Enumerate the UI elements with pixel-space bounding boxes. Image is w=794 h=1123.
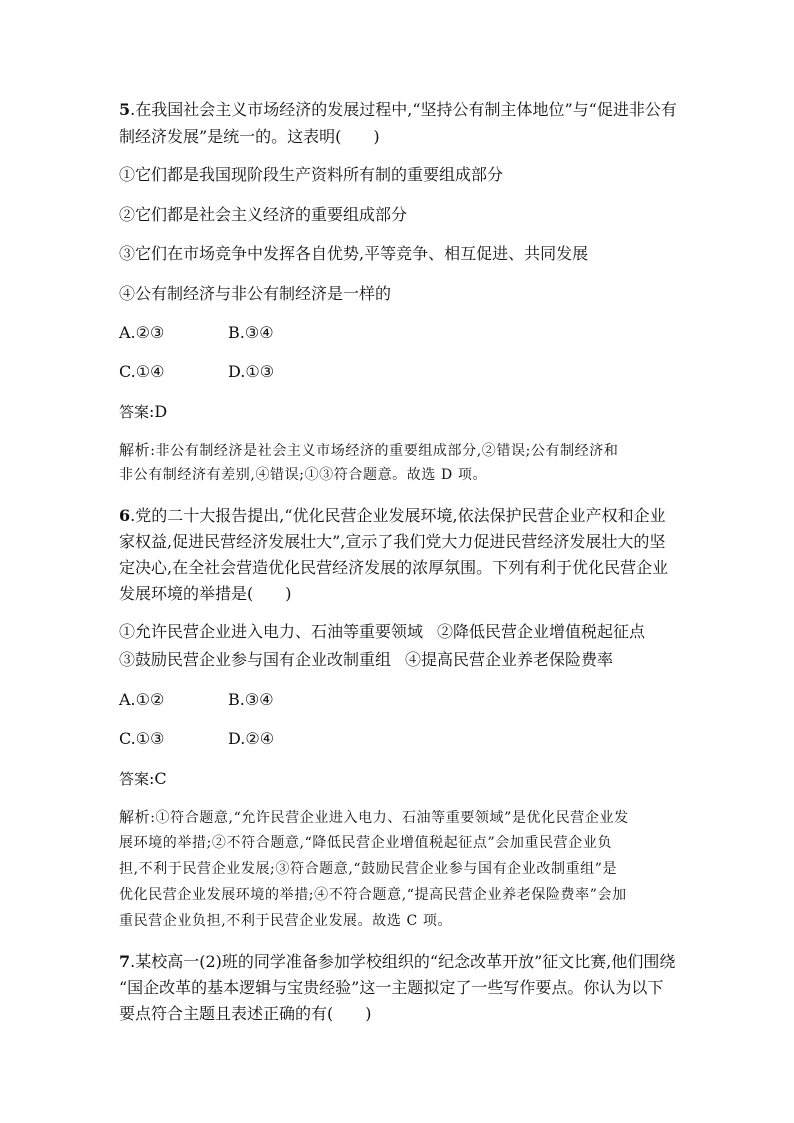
q6-option-c: C.①③ xyxy=(119,729,165,748)
q7-stem-line-3: 要点符合主题且表述正确的有( ) xyxy=(119,1004,372,1023)
q5-answer-label: 答案 xyxy=(119,403,150,421)
q7-number: 7 xyxy=(119,952,131,971)
q6-explanation-line-4: 优化民营企业发展环境的举措;④不符合题意,“提高民营企业养老保险费率”会加 xyxy=(119,887,627,903)
q6-items-row-2 xyxy=(119,649,613,671)
q5-explanation-line-1: 解析:非公有制经济是社会主义市场经济的重要组成部分,②错误;公有制经济和 xyxy=(119,441,619,459)
q6-explanation-line-3: 担,不利于民营企业发展;③符合题意,“鼓励民营企业参与国有企业改制重组”是 xyxy=(119,861,618,877)
q6-stem-line-1: 6.党的二十大报告提出,“优化民营企业发展环境,依法保护民营企业产权和企业 xyxy=(119,506,666,525)
q5-stem-line-2: 制经济发展”是统一的。这表明( ) xyxy=(119,127,380,146)
q6-stem-line-3: 定决心,在全社会营造优化民营经济发展的浓厚氛围。下列有利于优化民营企业 xyxy=(119,558,669,577)
q6-items-row-1 xyxy=(119,621,645,643)
q6-stem-line-2: 家权益,促进民营经济发展壮大”,宣示了我们党大力促进民营经济发展壮大的坚 xyxy=(119,532,666,551)
q5-option-b: B.③④ xyxy=(228,323,274,342)
q5-item-3: ③它们在市场竞争中发挥各自优势,平等竞争、相互促进、共同发展 xyxy=(119,244,589,263)
q5-explanation-label: 解析 xyxy=(119,441,151,459)
q6-item-3: ③鼓励民营企业参与国有企业改制重组 xyxy=(119,650,392,669)
q7-stem-line-2: “国企改革的基本逻辑与宝贵经验”这一主题拟定了一些写作要点。你认为以下 xyxy=(119,978,664,997)
q5-answer xyxy=(119,401,167,423)
q5-answer-value: :D xyxy=(149,402,168,421)
q6-explanation-line-2: 展环境的举措;②不符合题意,“降低民营企业增值税起征点”会加重民营企业负 xyxy=(119,835,613,851)
q5-options-row-1 xyxy=(119,322,274,344)
q5-stem-line-1: 5.在我国社会主义市场经济的发展过程中,“坚持公有制主体地位”与“促进非公有 xyxy=(119,100,677,119)
q5-option-c: C.①④ xyxy=(119,362,165,381)
q6-explanation-line-1: 解析:①符合题意,“允许民营企业进入电力、石油等重要领域”是优化民营企业发 xyxy=(119,808,629,826)
q5-explanation-line-2: 非公有制经济有差别,④错误;①③符合题意。故选 D 项。 xyxy=(119,467,488,483)
q5-option-a: A.②③ xyxy=(119,323,165,342)
q6-answer xyxy=(119,768,167,790)
q6-item-2: ②降低民营企业增值税起征点 xyxy=(437,622,646,641)
q6-item-4: ④提高民营企业养老保险费率 xyxy=(405,650,614,669)
q5-options-row-2 xyxy=(119,361,275,383)
q5-item-4: ④公有制经济与非公有制经济是一样的 xyxy=(119,284,392,303)
q7-stem-line-1: 7.某校高一(2)班的同学准备参加学校组织的“纪念改革开放”征文比赛,他们围绕 xyxy=(119,952,676,971)
q6-options-row-2 xyxy=(119,728,275,750)
q6-number: 6 xyxy=(119,506,131,525)
q5-option-d: D.①③ xyxy=(228,362,275,381)
q6-item-1: ①允许民营企业进入电力、石油等重要领域 xyxy=(119,622,424,641)
q6-explanation-line-5: 重民营企业负担,不利于民营企业发展。故选 C 项。 xyxy=(119,913,453,929)
q6-option-d: D.②④ xyxy=(228,729,275,748)
q5-item-2: ②它们都是社会主义经济的重要组成部分 xyxy=(119,205,408,224)
q5-item-1: ①它们都是我国现阶段生产资料所有制的重要组成部分 xyxy=(119,165,504,184)
q6-explanation-label: 解析 xyxy=(119,808,151,826)
q6-stem-line-4: 发展环境的举措是( ) xyxy=(119,584,292,603)
q6-options-row-1 xyxy=(119,689,274,711)
q6-answer-label: 答案 xyxy=(119,770,150,788)
q6-answer-value: :C xyxy=(149,769,167,788)
q5-number: 5 xyxy=(119,100,131,119)
q6-option-b: B.③④ xyxy=(228,690,274,709)
q6-option-a: A.①② xyxy=(119,690,165,709)
